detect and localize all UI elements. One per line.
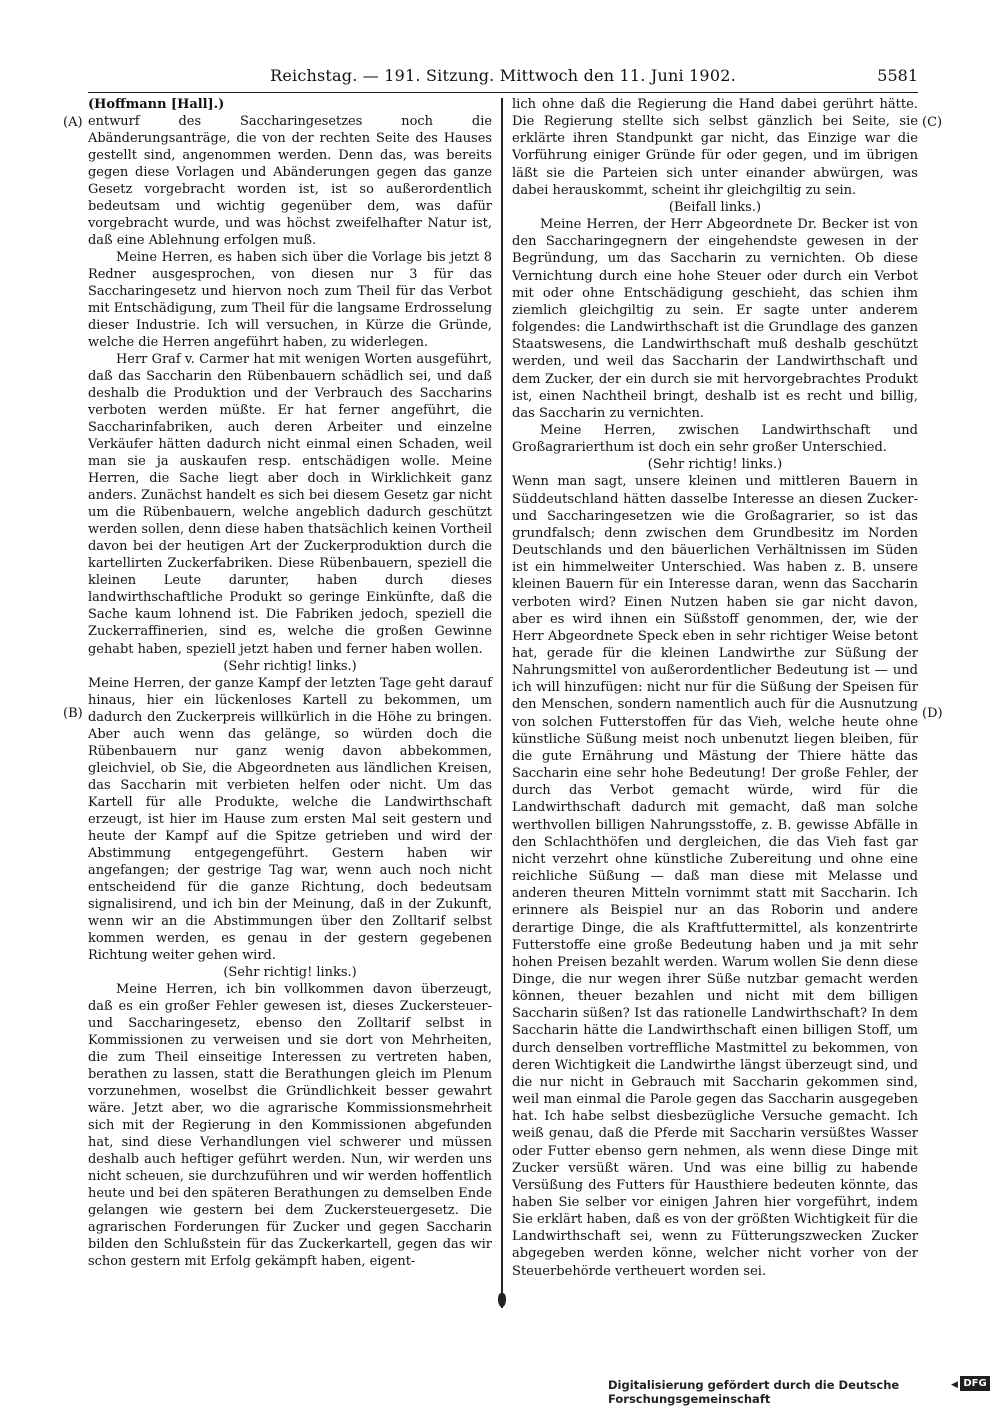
margin-marker-c: (C) — [922, 115, 943, 130]
interjection: (Sehr richtig! links.) — [223, 964, 357, 980]
page-header — [88, 66, 918, 94]
margin-marker-d: (D) — [922, 706, 943, 721]
paragraph: entwurf des Saccharingesetzes noch die Abänderungsanträge, die von der rechten Seite des Hauses gestellt sind, angenommen werden. Denn das, was bereits gegen diese Vorlagen und Abänderungen gegen das ganze Gesetz vorgebracht worden ist, ist so außerordentlich bedeutsam und wichtig gegenüber dem, was dafür vorgebracht wurde, und was höchst zweifelhafter Natur ist, daß eine Ablehnung erfolgen muß. — [88, 114, 492, 249]
left-column — [88, 96, 492, 1270]
paragraph: Meine Herren, zwischen Landwirthschaft und Großagrarierthum ist doch ein sehr großer Unterschied. — [512, 422, 918, 456]
speaker-label: (Hoffmann [Hall].) — [88, 97, 225, 112]
column-divider-end — [498, 1293, 506, 1307]
paragraph: Meine Herren, der Herr Abgeordnete Dr. Becker ist von den Saccharingegnern der eingehendste gewesen in der Begründung, um das Saccharin zu vernichten. Ob diese Vernichtung durch eine hohe Steuer oder durch ein Verbot mit oder ohne Entschädigung geschieht, das schien ihm ziemlich gleichgiltig zu sein. Er sagte unter anderem folgendes: die Landwirthschaft ist die Grundlage des ganzen Staatswesens, die Landwirthschaft muß deshalb geschützt werden, und weil das Saccharin der Landwirthschaft und dem Zucker, der ein durch sie mit hervorgebrachtes Produkt ist, einen Nachtheil bringt, deshalb ist es recht und billig, das Saccharin zu vernichten. — [512, 217, 918, 421]
margin-marker-a: (A) — [63, 115, 83, 130]
paragraph: lich ohne daß die Regierung die Hand dabei gerührt hätte. Die Regierung stellte sich selbst gänzlich bei Seite, sie erklärte ihren Standpunkt gar nicht, das Einzige war die Vorführung einiger Gründe für oder gegen, und im übrigen läßt sie die Parteien sich unter einander abwürgen, was dabei herauskommt, scheint ihr gleichgiltig zu sein. — [512, 97, 918, 198]
interjection: (Sehr richtig! links.) — [647, 457, 783, 473]
paragraph: Meine Herren, ich bin vollkommen davon überzeugt, daß es ein großer Fehler gewesen ist, dieses Zuckersteuer- und Saccharingesetz, ebenso den Zolltarif selbst in Kommissionen zu verweisen und sie dort von Mehrheiten, die zum Theil einseitige Interessen zu vertreten haben, berathen zu lassen, statt die Berathungen gleich im Plenum vorzunehmen, woselbst die Gründlichkeit besser gewahrt wäre. Jetzt aber, wo die agrarische Kommissionsmehrheit sich mit der Regierung in den Kommissionen abgefunden hat, sind diese Verhandlungen viel schwerer und müssen deshalb auch heftiger geführt werden. Nun, wir werden uns nicht scheuen, sie durchzuführen und wir werden hoffentlich heute und bei den späteren Berathungen zu demselben Ende gelangen wie gestern bei dem Zuckersteuergesetz. Die agrarischen Forderungen für Zucker und gegen Saccharin bilden den Schlußstein für das Zuckerkartell, gegen das wir schon gestern mit Erfolg gekämpft haben, eigent- — [88, 981, 492, 1270]
margin-marker-b: (B) — [63, 706, 83, 721]
running-title: Reichstag. — 191. Sitzung. Mittwoch den 11. Juni 1902. — [270, 66, 736, 85]
paragraph: Meine Herren, der ganze Kampf der letzten Tage geht darauf hinaus, hier ein lückenloses Kartell zu bekommen, um dadurch den Zuckerpreis willkürlich in die Höhe zu bringen. Aber auch wenn das gelänge, so würden doch die Rübenbauern nur ganz wenig davon abbekommen, gleichviel, ob Sie, die Abgeordneten aus ländlichen Kreisen, das Saccharin mit verbieten helfen oder nicht. Um das Kartell für alle Produkte, welche die Landwirthschaft erzeugt, ist hier im Hause zum ersten Mal seit gestern und heute der Kampf auf die Spitze getrieben und wird der Abstimmung entgegengeführt. Gestern haben wir angefangen; der gestrige Tag war, wenn auch noch nicht entscheidend für die ganze Richtung, doch bedeutsam signalisirend, und ich bin der Meinung, daß in der Zukunft, wenn wir an die Abstimmungen über den Zolltarif selbst kommen werden, es genau in der gestern gegebenen Richtung weiter gehen wird. — [88, 675, 492, 963]
header-rule — [88, 92, 918, 93]
interjection: (Sehr richtig! links.) — [223, 658, 357, 674]
page-number: 5581 — [877, 66, 918, 85]
digitization-credit: Digitalisierung gefördert durch die Deutsche Forschungsgemeinschaft — [608, 1378, 900, 1406]
dfg-arrow-icon: ◀ — [951, 1380, 958, 1390]
paragraph: Meine Herren, es haben sich über die Vorlage bis jetzt 8 Redner ausgesprochen, von diesen nur 3 für das Saccharingesetz und hiervon noch zum Theil für das Verbot mit Entschädigung, zum Theil für die langsame Erdrosselung dieser Industrie. Ich will versuchen, in Kürze die Gründe, welche die Herren angeführt haben, zu widerlegen. — [88, 250, 492, 351]
paragraph: Herr Graf v. Carmer hat mit wenigen Worten ausgeführt, daß das Saccharin den Rübenbauern schädlich sei, und daß deshalb die Produktion und der Verbrauch des Saccharins verboten werden müßte. Er hat ferner angeführt, die Saccharinfabriken, auch deren Arbeiter und einzelne Verkäufer hätten dadurch nicht einmal einen Schaden, weil man sie ja auskaufen resp. entschädigen wolle. Meine Herren, die Sache liegt aber doch in Wirklichkeit ganz anders. Zunächst handelt es sich bei diesem Gesetz gar nicht um die Rübenbauern, welche angeblich dadurch geschützt werden sollen, denn diese haben thatsächlich keinen Vortheil davon bei der heutigen Art der Zuckerproduktion durch die kartellirten Zuckerfabriken. Diese Rübenbauern, speziell die kleinen Leute darunter, haben durch dieses landwirthschaftliche Produkt so geringe Einkünfte, daß die Sache kaum lohnend ist. Die Fabriken jedoch, speziell die Zuckerraffinerien, sind es, welche die großen Gewinne gehabt haben, speziell jetzt haben und ferner haben wollen. — [88, 352, 492, 657]
column-divider — [501, 98, 503, 1308]
right-column — [512, 96, 918, 1280]
interjection: (Beifall links.) — [668, 199, 762, 215]
paragraph: Wenn man sagt, unsere kleinen und mittleren Bauern in Süddeutschland hätten dasselbe Interesse an diesen Zucker- und Saccharingesetzen wie die Großagrarier, so ist das grundfalsch; denn zwischen dem Grundbesitz im Norden Deutschlands und den bäuerlichen Verhältnissen im Süden ist ein himmelweiter Unterschied. Was haben z. B. unsere kleinen Bauern für ein Interesse daran, wenn das Saccharin verboten wird? Einen Nutzen haben sie gar nicht davon, aber es wird ihnen ein Süßstoff genommen, der, wie der Herr Abgeordnete Speck eben in sehr richtiger Weise betont hat, gerade für die kleinen Landwirthe zur Süßung der Nahrungsmittel von außerordentlicher Bedeutung ist — und ich will hinzufügen: nicht nur für die Süßung der Speisen für den Menschen, sondern namentlich auch für die Ausnutzung von solchen Futterstoffen für das Vieh, welche heute ohne künstliche Süßung meist noch unbenutzt liegen bleiben, für die gute Ernährung und Mästung der Thiere hätte das Saccharin eine sehr hohe Bedeutung! Der große Fehler, der durch das Verbot gemacht würde, wird für die Landwirthschaft dadurch mit gemacht, daß man solche werthvollen billigen Nahrungsstoffe, z. B. gewisse Abfälle in den Schlachthöfen und dergleichen, die das Vieh fast gar nicht verzehrt ohne künstliche Zubereitung und ohne eine reichliche Süßung — daß man diese mit Melasse und anderen theuren Mitteln vornimmt statt mit Saccharin. Ich erinnere als Beispiel nur an das Roborin und andere derartige Dinge, die als Kraftfuttermittel, als konzentrirte Futterstoffe eine große Bedeutung haben und ja mit sehr hohen Preisen bezahlt werden. Warum wollen Sie denn diese Dinge, die nur wegen ihrer Süße nutzbar gemacht werden können, theuer bezahlen und nicht mit dem billigen Saccharin süßen? Ist das rationelle Landwirthschaft? In dem Saccharin hätte die Landwirthschaft einen billigen Stoff, um durch denselben vortreffliche Mastmittel zu bekommen, von deren Wichtigkeit die Landwirthe längst überzeugt sind, und die nur nicht in Gebrauch mit Saccharin gekommen sind, weil man einmal die Parole gegen das Saccharin ausgegeben hat. Ich habe selbst diesbezügliche Versuche gemacht. Ich weiß genau, daß die Pferde mit Saccharin versüßtes Wasser oder Futter ebenso gern nehmen, als wenn diese Dinge mit Zucker versüßt wären. Und was eine billig zu habende Versüßung des Futters für Hausthiere bedeuten könnte, das haben Sie selber vor einigen Jahren hier vorgeführt, indem Sie erklärt haben, daß es von der größten Wichtigkeit für die Landwirthschaft sei, wenn zu Fütterungszwecken Zucker abgegeben werden könne, welcher nicht vorher von der Steuerbehörde vertheuert worden sei. — [512, 474, 918, 1279]
dfg-logo-icon: DFG — [960, 1376, 990, 1391]
